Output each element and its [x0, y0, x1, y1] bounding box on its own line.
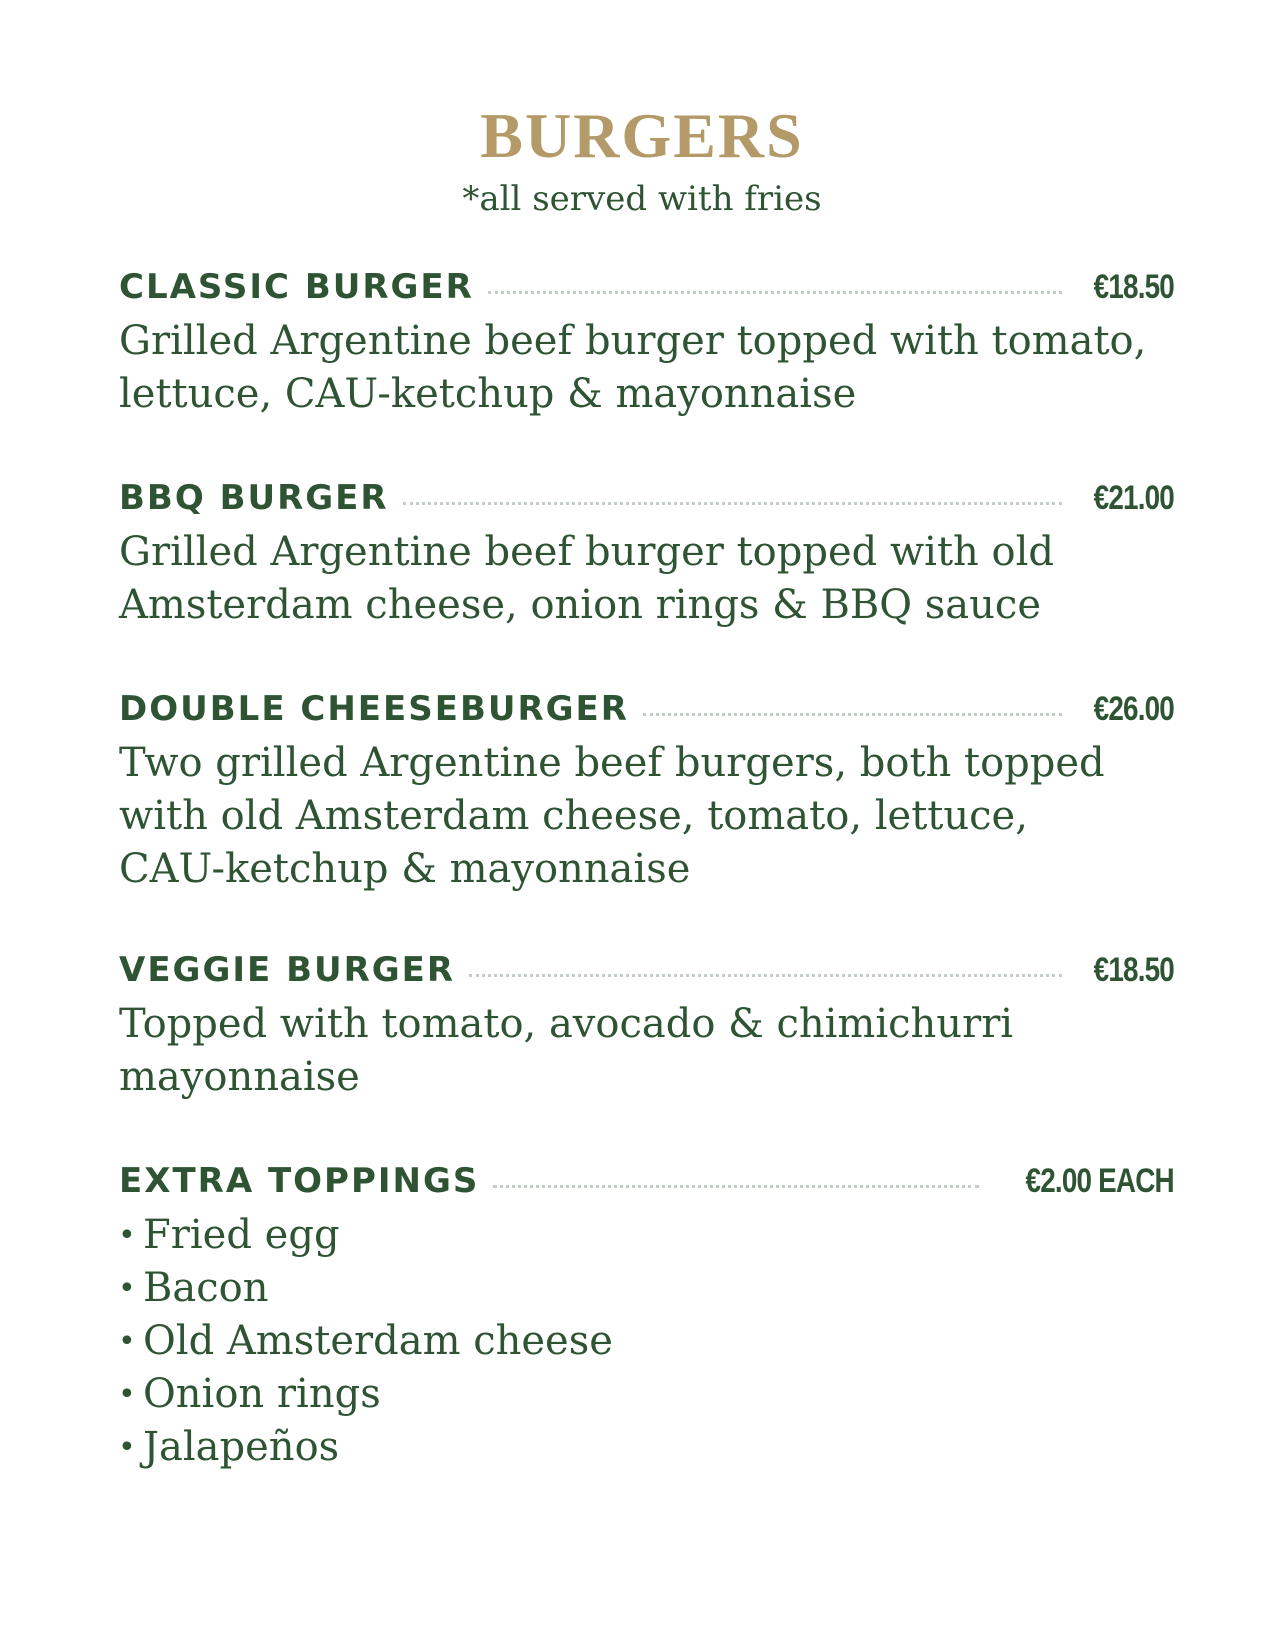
description-line: CAU-ketchup & mayonnaise — [119, 846, 691, 892]
description-line: lettuce, CAU-ketchup & mayonnaise — [119, 371, 857, 417]
dotted-leader — [488, 291, 1062, 294]
bullet-icon: • — [118, 1430, 136, 1465]
topping-item — [119, 1368, 1174, 1421]
menu-item-price: €21.00 — [1093, 479, 1174, 517]
menu-item-bbq-burger — [119, 476, 1174, 632]
page-title: BURGERS — [480, 100, 804, 171]
menu-item-description — [119, 737, 1174, 896]
menu-item-name: CLASSIC BURGER — [119, 267, 474, 307]
menu-item-price: €18.50 — [1093, 951, 1174, 989]
dotted-leader — [643, 713, 1062, 716]
topping-item — [119, 1209, 1174, 1262]
menu-item-description — [119, 526, 1174, 632]
menu-item-double-cheeseburger — [119, 687, 1174, 896]
menu-item-price: €2.00 EACH — [1025, 1162, 1174, 1200]
description-line: Grilled Argentine beef burger topped with old — [119, 529, 1054, 575]
description-line: mayonnaise — [119, 1054, 360, 1100]
menu-item-header — [119, 687, 1174, 731]
bullet-icon: • — [118, 1324, 136, 1359]
description-line: Two grilled Argentine beef burgers, both topped — [119, 740, 1105, 786]
menu-item-price: €18.50 — [1093, 268, 1174, 306]
dotted-leader — [493, 1185, 979, 1188]
menu-item-price: €26.00 — [1093, 690, 1174, 728]
toppings-list — [119, 1209, 1174, 1474]
topping-item — [119, 1262, 1174, 1315]
topping-label: Bacon — [143, 1265, 269, 1311]
menu-item-classic-burger — [119, 265, 1174, 421]
menu-item-name: BBQ BURGER — [119, 478, 389, 518]
dotted-leader — [403, 502, 1062, 505]
menu-item-extra-toppings — [119, 1159, 1174, 1474]
menu-item-description — [119, 998, 1174, 1104]
menu-item-header — [119, 265, 1174, 309]
menu-item-name: EXTRA TOPPINGS — [119, 1161, 480, 1201]
description-line: Amsterdam cheese, onion rings & BBQ sauce — [119, 582, 1041, 628]
topping-label: Fried egg — [143, 1212, 340, 1258]
topping-label: Onion rings — [143, 1371, 381, 1417]
topping-item — [119, 1315, 1174, 1368]
menu-item-name: DOUBLE CHEESEBURGER — [119, 689, 629, 729]
menu-item-description — [119, 315, 1174, 421]
description-line: Topped with tomato, avocado & chimichurri — [119, 1001, 1014, 1047]
topping-label: Old Amsterdam cheese — [143, 1318, 613, 1364]
dotted-leader — [469, 974, 1062, 977]
bullet-icon: • — [118, 1218, 136, 1253]
description-line: with old Amsterdam cheese, tomato, lettuce, — [119, 793, 1028, 839]
bullet-icon: • — [118, 1271, 136, 1306]
menu-item-name: VEGGIE BURGER — [119, 950, 456, 990]
page-subtitle: *all served with fries — [462, 179, 822, 219]
menu-item-header — [119, 476, 1174, 520]
menu-item-veggie-burger — [119, 948, 1174, 1104]
menu-item-header — [119, 948, 1174, 992]
topping-item — [119, 1421, 1174, 1474]
bullet-icon: • — [118, 1377, 136, 1412]
menu-item-header — [119, 1159, 1174, 1203]
topping-label: Jalapeños — [143, 1424, 340, 1470]
description-line: Grilled Argentine beef burger topped with tomato, — [119, 318, 1147, 364]
